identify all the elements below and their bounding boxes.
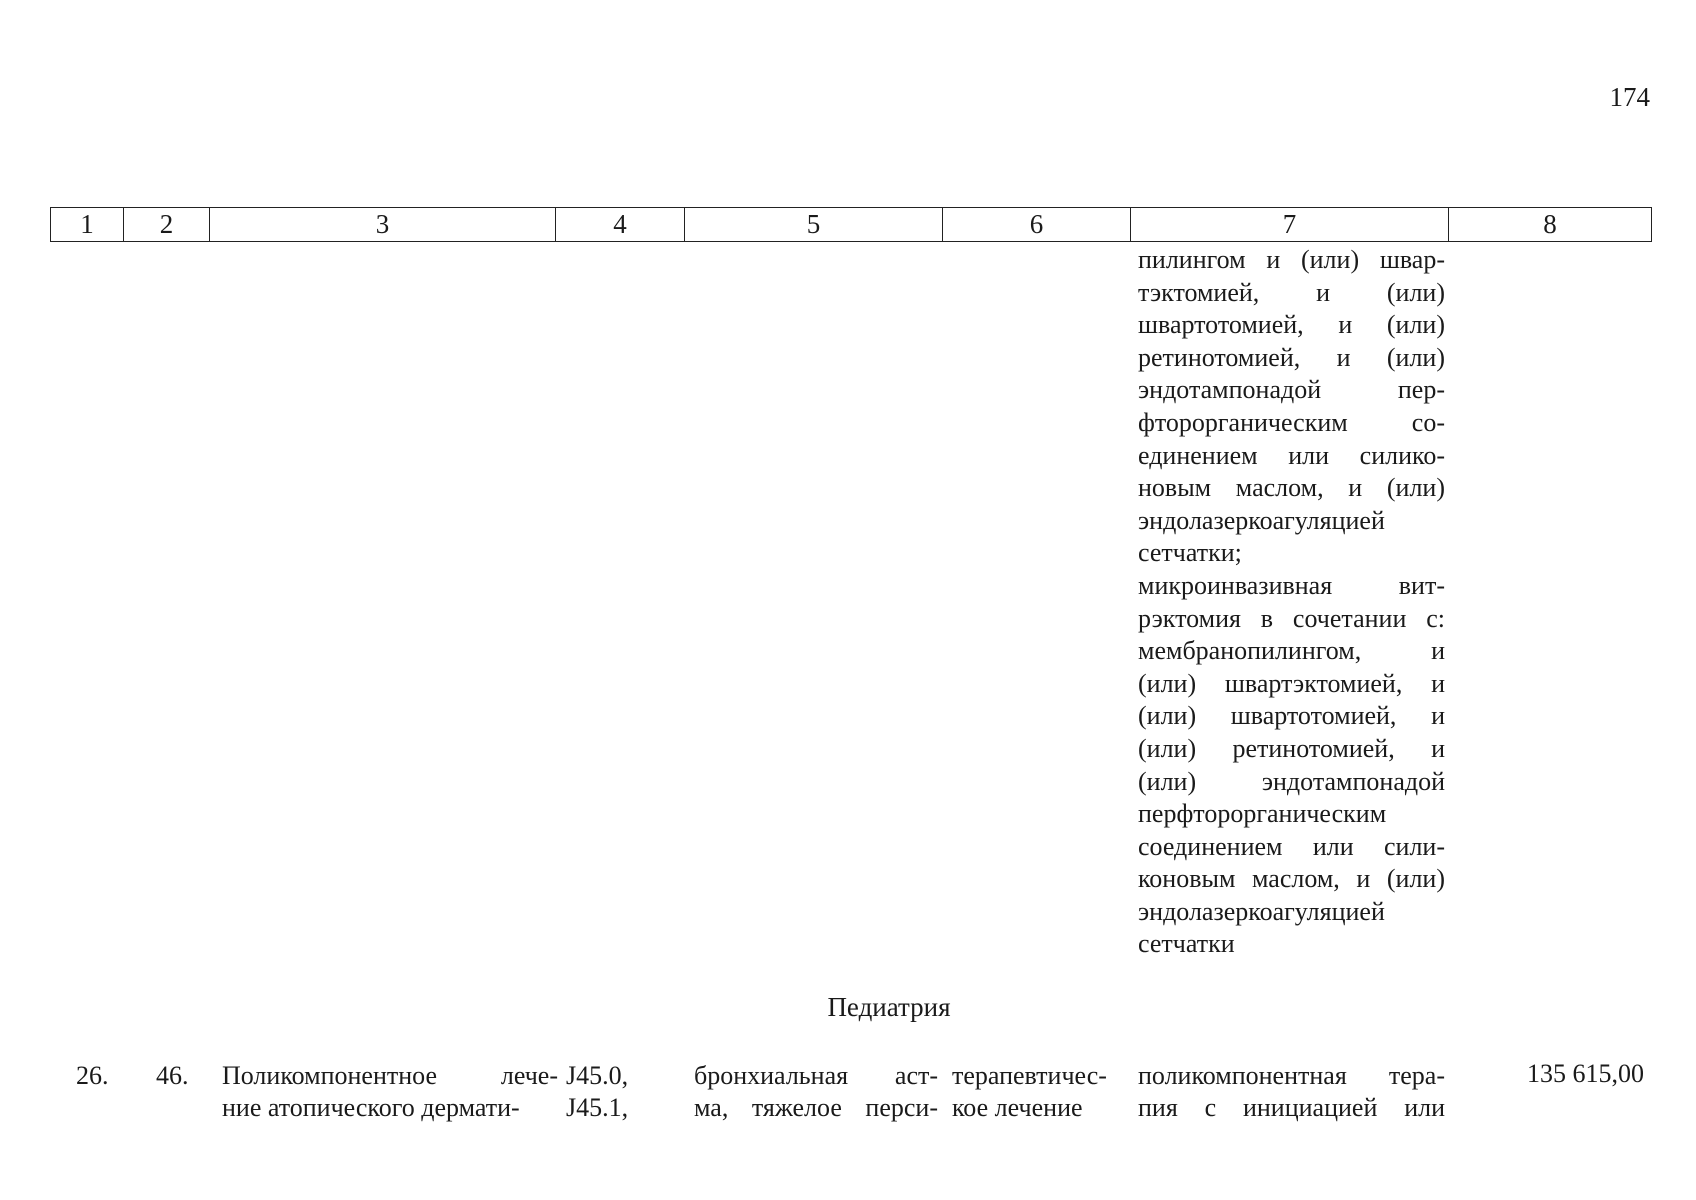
group-number: 46. bbox=[156, 1061, 189, 1090]
text-line: терапевтичес- bbox=[952, 1061, 1107, 1090]
treatment-method bbox=[1138, 1060, 1445, 1124]
text-line: (или) ретинотомией, и bbox=[1138, 733, 1445, 763]
text-line: ма, тяжелое перси- bbox=[694, 1093, 938, 1122]
column-7-continuation-text bbox=[1138, 244, 1445, 961]
text-line: микроинвазивная вит- bbox=[1138, 570, 1445, 600]
text-line: швартотомией, и (или) bbox=[1138, 310, 1445, 340]
text-line: сетчатки bbox=[1138, 929, 1235, 959]
icd-codes bbox=[566, 1060, 628, 1124]
text-line: эндолазеркоагуляцией bbox=[1138, 505, 1385, 535]
text-line: Поликомпонентное лече- bbox=[222, 1061, 558, 1090]
page-number: 174 bbox=[1609, 82, 1650, 112]
text-line: эндолазеркоагуляцией bbox=[1138, 896, 1385, 926]
text-line: эндотампонадой пер- bbox=[1138, 375, 1445, 405]
row-number: 26. bbox=[76, 1061, 109, 1090]
price-value: 135 615,00 bbox=[1527, 1059, 1644, 1088]
text-line: сетчатки; bbox=[1138, 538, 1242, 568]
text-line: единением или силико- bbox=[1138, 440, 1445, 470]
text-line: J45.0, bbox=[566, 1061, 629, 1090]
text-line: тэктомией, и (или) bbox=[1138, 277, 1445, 307]
column-header-8: 8 bbox=[1449, 208, 1652, 242]
section-title: Педиатрия bbox=[827, 992, 951, 1022]
treatment-type bbox=[952, 1060, 1107, 1124]
column-header-5: 5 bbox=[685, 208, 943, 242]
column-header-3: 3 bbox=[210, 208, 556, 242]
text-line: J45.1, bbox=[566, 1093, 629, 1122]
text-line: коновым маслом, и (или) bbox=[1138, 864, 1445, 894]
treatment-name bbox=[222, 1060, 558, 1124]
text-line: рэктомия в сочетании с: bbox=[1138, 603, 1445, 633]
column-header-6: 6 bbox=[943, 208, 1131, 242]
text-line: мембранопилингом, и bbox=[1138, 636, 1445, 666]
column-number-header bbox=[50, 207, 1652, 242]
text-line: (или) швартотомией, и bbox=[1138, 701, 1445, 731]
text-line: поликомпонентная тера- bbox=[1138, 1061, 1445, 1090]
text-line: перфторорганическим bbox=[1138, 799, 1387, 829]
text-line: пилингом и (или) швар- bbox=[1138, 245, 1445, 274]
patient-model bbox=[694, 1060, 938, 1124]
text-line: ние атопического дермати- bbox=[222, 1093, 520, 1122]
column-header-1: 1 bbox=[51, 208, 124, 242]
column-header-7: 7 bbox=[1131, 208, 1449, 242]
column-header-2: 2 bbox=[124, 208, 210, 242]
text-line: (или) эндотампонадой bbox=[1138, 766, 1445, 796]
text-line: фторорганическим со- bbox=[1138, 407, 1445, 437]
text-line: пия с инициацией или bbox=[1138, 1093, 1445, 1122]
column-header-4: 4 bbox=[556, 208, 685, 242]
text-line: новым маслом, и (или) bbox=[1138, 473, 1445, 503]
text-line: (или) швартэктомией, и bbox=[1138, 668, 1445, 698]
text-line: соединением или сили- bbox=[1138, 831, 1445, 861]
text-line: кое лечение bbox=[952, 1093, 1083, 1122]
text-line: бронхиальная аст- bbox=[694, 1061, 938, 1090]
text-line: ретинотомией, и (или) bbox=[1138, 342, 1445, 372]
